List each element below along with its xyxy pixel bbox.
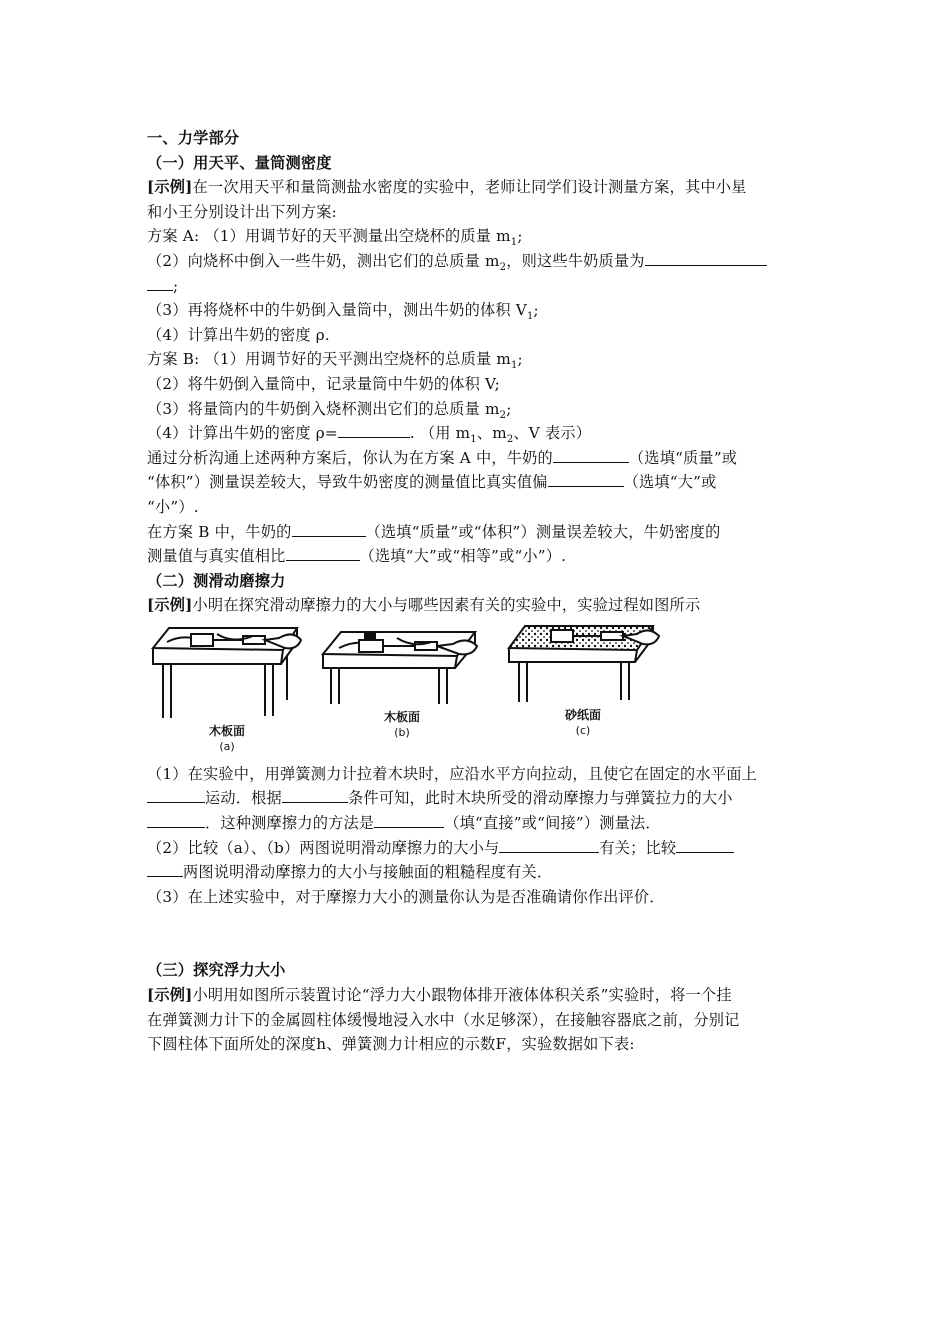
question-line: （2）比较（a）、（b）两图说明滑动摩擦力的大小与 有关；比较 [147,836,812,861]
figure-a [147,620,307,754]
question-line: （3）在上述实验中，对于摩擦力大小的测量你认为是否准确请你作出评价． [147,887,665,906]
figure-label: (b) [394,725,410,739]
plan-b-step-3: （3）将量筒内的牛奶倒入烧杯测出它们的总质量 $m_2$; [147,399,512,421]
plan-a-step-1: 方案 A: （1）用调节好的天平测量出空烧杯的质量 $m_1$; [147,227,523,249]
figure-c [503,620,663,738]
document-page [147,126,812,1057]
subsection-title-buoyancy: （三）探究浮力大小 [147,961,286,980]
answer-blank[interactable] [548,472,624,487]
wood-board-figure [147,620,307,720]
example-tag: [示例] [147,178,193,197]
answer-blank[interactable] [292,522,366,537]
question-line: 运动．根据 条件可知，此时木块所受的滑动摩擦力与弹簧拉力的大小 [147,786,812,811]
spacer [147,909,812,958]
question-line: （1）在实验中，用弹簧测力计拉着木块时，应沿水平方向拉动，且使它在固定的水平面上 [147,764,757,783]
question-line: “体积”）测量误差较大，导致牛奶密度的测量值比真实值偏 （选填“大”或 [147,473,717,492]
question-line: ．这种测摩擦力的方法是 （填“直接”或“间接”）测量法． [147,811,812,836]
paragraph-line: [示例]小明在探究滑动摩擦力的大小与哪些因素有关的实验中，实验过程如图所示 [147,596,701,615]
answer-blank[interactable] [147,276,173,291]
plan-a-step-3: （3）再将烧杯中的牛奶倒入量筒中，测出牛奶的体积 $V_1$; [147,301,539,323]
question-line: 通过分析沟通上述两种方案后，你认为在方案 A 中，牛奶的 （选填“质量”或 [147,448,738,467]
paragraph-line: 在弹簧测力计下的金属圆柱体缓慢地浸入水中（水足够深），在接触容器底之前，分别记 [147,1010,740,1029]
plan-b-step-2: （2）将牛奶倒入量筒中，记录量筒中牛奶的体积 V; [147,374,500,393]
answer-blank[interactable] [338,423,410,438]
answer-blank[interactable] [676,838,734,853]
answer-blank[interactable] [553,448,629,463]
question-line: 测量值与真实值相比 （选填“大”或“相等”或“小”）. [147,547,567,566]
answer-blank[interactable] [645,251,767,266]
example-tag: [示例] [147,596,193,615]
paragraph-line: 和小王分别设计出下列方案: [147,202,337,221]
answer-blank[interactable] [147,813,205,828]
sandpaper-figure [503,620,663,704]
figure-b [317,620,487,740]
answer-blank[interactable] [282,788,348,803]
paragraph-line: [示例]小明用如图所示装置讨论“浮力大小跟物体排开液体体积关系”实验时，将一个挂 [147,986,732,1005]
subsection-title-friction: （二）测滑动磨擦力 [147,571,286,590]
plan-a-step-2-cont: ; [147,274,812,299]
answer-blank[interactable] [147,788,205,803]
plan-b-step-4: （4）计算出牛奶的密度 ρ= . （用 $m_1$、$m_2$、V 表示） [147,424,592,446]
section-title: 一、力学部分 [147,129,240,147]
wood-board-weight-figure [317,620,487,706]
figure-label: (a) [219,739,235,753]
paragraph-line: [示例]在一次用天平和量筒测盐水密度的实验中，老师让同学们设计测量方案，其中小星 [147,178,747,197]
friction-figures [147,620,812,758]
subsection-title-density: （一）用天平、量筒测密度 [147,153,332,172]
figure-caption: 砂纸面 [564,707,601,722]
plan-b-step-1: 方案 B: （1）用调节好的天平测出空烧杯的总质量 $m_1$; [147,350,523,372]
answer-blank[interactable] [286,546,360,561]
figure-caption: 木板面 [208,723,245,738]
figure-caption: 木板面 [383,709,420,724]
plan-a-step-4: （4）计算出牛奶的密度 ρ. [147,325,330,344]
question-line: 在方案 B 中，牛奶的 （选填“质量”或“体积”）测量误差较大，牛奶密度的 [147,522,721,541]
example-tag: [示例] [147,986,193,1005]
paragraph-line: 下圆柱体下面所处的深度h、弹簧测力计相应的示数F，实验数据如下表: [147,1035,635,1054]
figure-label: (c) [575,723,591,737]
answer-blank[interactable] [374,813,444,828]
question-line: 两图说明滑动摩擦力的大小与接触面的粗糙程度有关． [147,860,812,885]
plan-a-step-2: （2）向烧杯中倒入一些牛奶，测出它们的总质量 $m_2$，则这些牛奶质量为 [147,249,812,274]
question-line: “小”）. [147,497,199,516]
answer-blank[interactable] [147,862,183,877]
answer-blank[interactable] [499,838,599,853]
